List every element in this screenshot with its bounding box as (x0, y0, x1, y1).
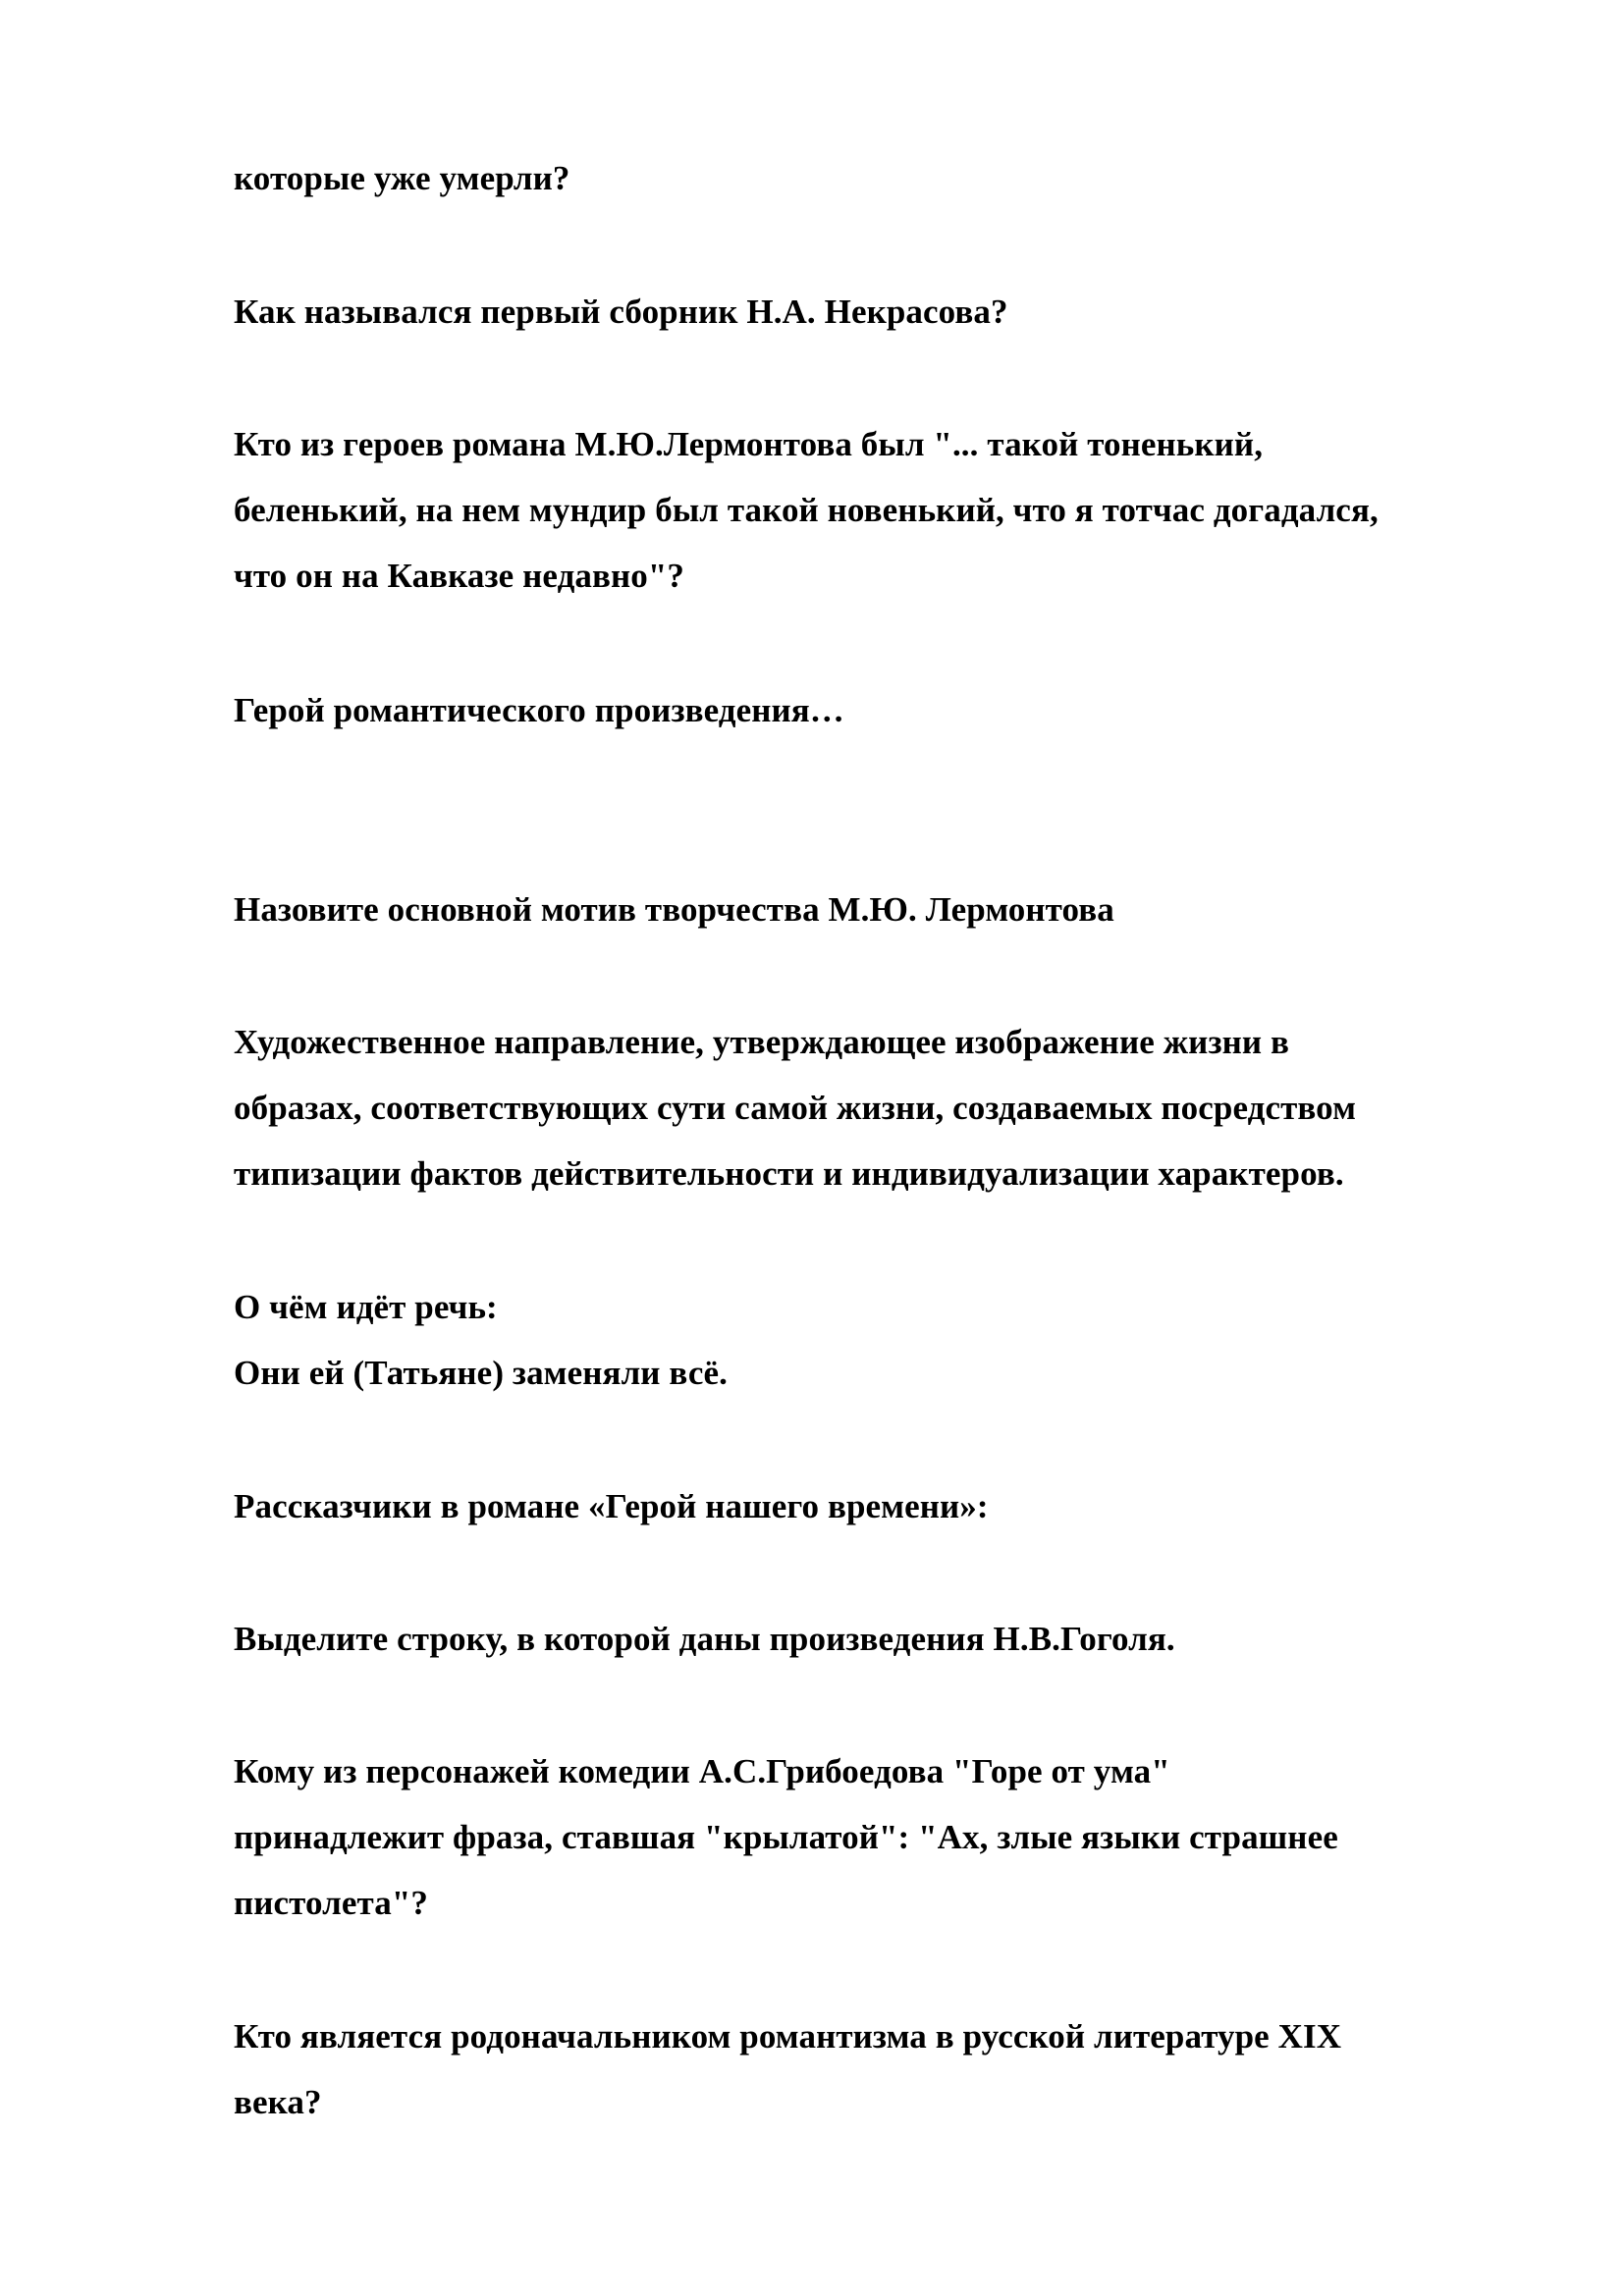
question-line: Назовите основной мотив творчества М.Ю. Лермонтова (234, 890, 1114, 929)
question-line: Рассказчики в романе «Герой нашего времени»: (234, 1487, 989, 1525)
question-line: пистолета"? (234, 1884, 428, 1922)
question-line: что он на Кавказе недавно"? (234, 557, 684, 595)
question-line: типизации фактов действительности и индивидуализации характеров. (234, 1154, 1344, 1193)
question-line: Художественное направление, утверждающее изображение жизни в (234, 1023, 1289, 1061)
question-line: Они ей (Татьяне) заменяли всё. (234, 1354, 728, 1392)
question-line: образах, соответствующих сути самой жизни, создаваемых посредством (234, 1089, 1357, 1127)
question-line: Кому из персонажей комедии А.С.Грибоедова "Горе от ума" (234, 1752, 1170, 1790)
question-line: принадлежит фраза, ставшая "крылатой": "Ах, злые языки страшнее (234, 1818, 1338, 1856)
question-line: беленький, на нем мундир был такой новенький, что я тотчас догадался, (234, 491, 1379, 529)
question-line: Кто является родоначальником романтизма в русской литературе XIX (234, 2017, 1342, 2056)
question-line: Кто из героев романа М.Ю.Лермонтова был "... такой тоненький, (234, 425, 1264, 463)
question-line: века? (234, 2083, 322, 2121)
question-line: Как назывался первый сборник Н.А. Некрасова? (234, 293, 1008, 331)
question-line: О чём идёт речь: (234, 1288, 498, 1326)
question-line: которые уже умерли? (234, 159, 570, 197)
question-line: Выделите строку, в которой даны произведения Н.В.Гоголя. (234, 1620, 1175, 1658)
question-line: Герой романтического произведения… (234, 691, 844, 729)
